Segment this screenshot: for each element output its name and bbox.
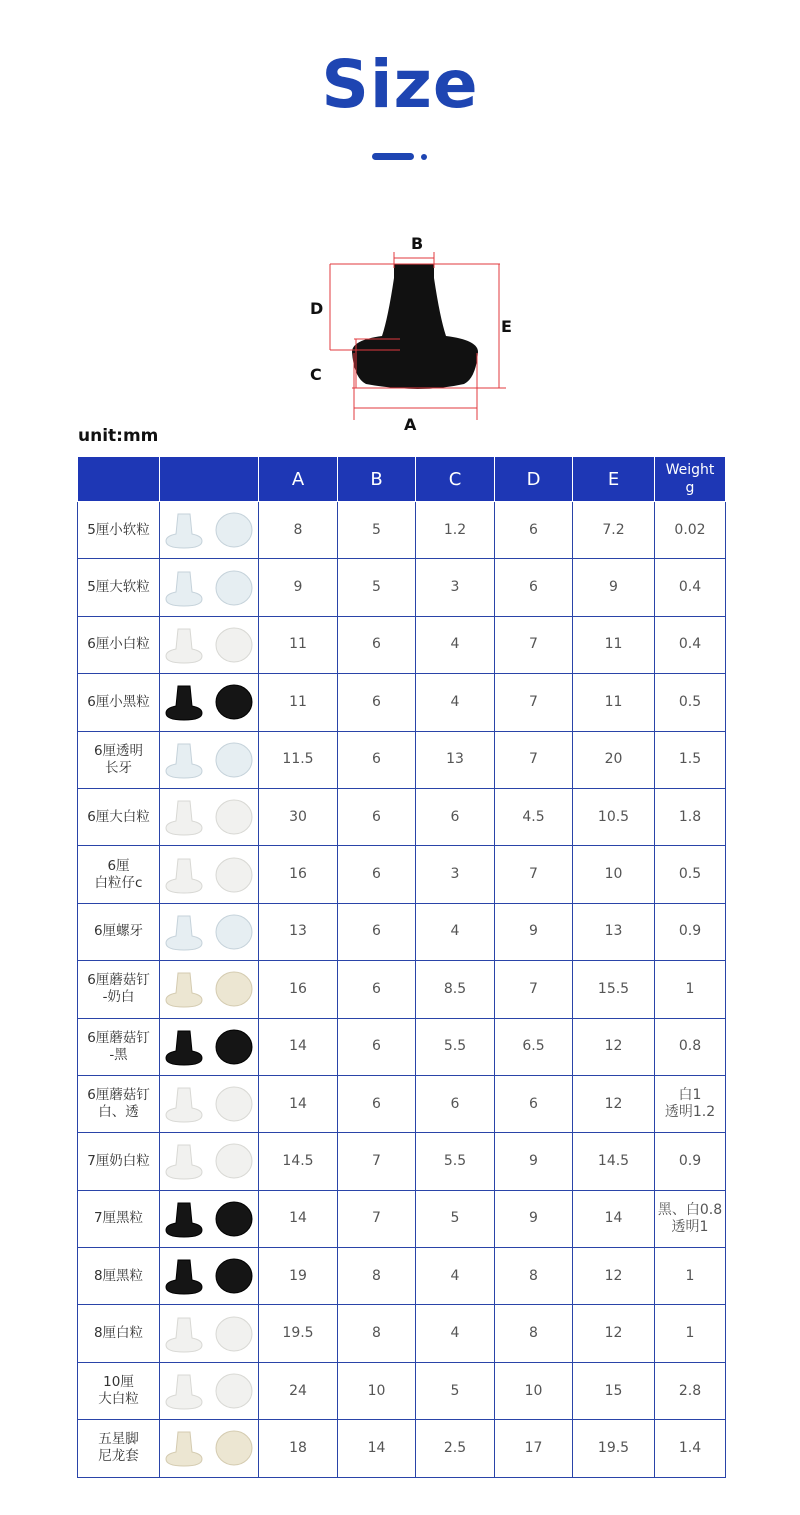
- table-row: [78, 1362, 726, 1419]
- weight-line: 0.9: [678, 923, 702, 940]
- dimension-e-cell: 12: [573, 1075, 655, 1132]
- product-name-line: 6厘蘑菇钉: [87, 1029, 150, 1046]
- product-name-line: 5厘大软粒: [87, 579, 150, 596]
- dimension-d-cell: 9: [495, 1133, 573, 1190]
- weight-cell: [655, 1305, 726, 1362]
- dimension-d-cell: 6.5: [495, 1018, 573, 1075]
- product-thumbnails: [160, 738, 258, 782]
- dimension-c-cell: 4: [416, 903, 495, 960]
- dimension-a-cell: 14: [259, 1075, 338, 1132]
- product-image-cell: [160, 502, 259, 559]
- header-a: A: [259, 457, 338, 502]
- product-name-line: 8厘黑粒: [93, 1267, 144, 1284]
- dimension-b-cell: 6: [338, 616, 416, 673]
- product-thumbnails: [160, 1025, 258, 1069]
- dimension-b-cell: 6: [338, 903, 416, 960]
- product-top-icon: [212, 1369, 256, 1413]
- dimension-e-cell: 13: [573, 903, 655, 960]
- weight-line: 0.4: [678, 636, 702, 653]
- table-header-row: [78, 457, 726, 502]
- dimension-b-cell: 8: [338, 1305, 416, 1362]
- product-side-icon: [162, 566, 206, 610]
- dimension-b-cell: 5: [338, 502, 416, 559]
- product-top-icon: [212, 566, 256, 610]
- product-top-icon: [212, 1312, 256, 1356]
- weight-line: 1.4: [678, 1439, 702, 1456]
- product-top-icon: [212, 1139, 256, 1183]
- product-name-line: 白、透: [98, 1104, 139, 1121]
- product-image-cell: [160, 1133, 259, 1190]
- product-side-icon: [162, 1197, 206, 1241]
- product-top-icon: [212, 967, 256, 1011]
- product-thumbnails: [160, 1369, 258, 1413]
- product-image-cell: [160, 559, 259, 616]
- dimension-c-cell: 6: [416, 1075, 495, 1132]
- dimension-c-cell: 4: [416, 674, 495, 731]
- product-image-cell: [160, 1248, 259, 1305]
- product-name-cell: [78, 1190, 160, 1247]
- dimension-e-cell: 12: [573, 1305, 655, 1362]
- product-name-line: 6厘透明: [93, 742, 144, 759]
- table-body: [78, 502, 726, 1478]
- dimension-e-cell: 11: [573, 674, 655, 731]
- dimension-b-cell: 6: [338, 846, 416, 903]
- dimension-b-cell: 6: [338, 731, 416, 788]
- product-name-line: 6厘螺牙: [93, 923, 144, 940]
- unit-label: unit:mm: [78, 426, 159, 446]
- table-row: [78, 1190, 726, 1247]
- product-thumbnails: [160, 508, 258, 552]
- title-underline-dot: [421, 154, 427, 160]
- product-image-cell: [160, 903, 259, 960]
- product-name-line: -黑: [109, 1046, 128, 1063]
- dimension-a-cell: 24: [259, 1362, 338, 1419]
- product-name-line: -奶白: [102, 989, 135, 1006]
- weight-cell: [655, 731, 726, 788]
- product-image-cell: [160, 1190, 259, 1247]
- dimension-e-cell: 7.2: [573, 502, 655, 559]
- product-name-line: 5厘小软粒: [87, 521, 150, 538]
- weight-line: 0.4: [678, 579, 702, 596]
- product-name-cell: [78, 1248, 160, 1305]
- product-top-icon: [212, 680, 256, 724]
- dimension-label-d: D: [310, 299, 324, 318]
- header-e: E: [573, 457, 655, 502]
- table-row: [78, 674, 726, 731]
- product-name-line: 10厘: [103, 1374, 134, 1391]
- product-top-icon: [212, 1426, 256, 1470]
- weight-line: 1: [685, 1267, 695, 1284]
- weight-line: 1.8: [678, 808, 702, 825]
- product-thumbnails: [160, 910, 258, 954]
- dimension-label-b: B: [411, 234, 424, 253]
- dimension-e-cell: 12: [573, 1018, 655, 1075]
- product-side-icon: [162, 910, 206, 954]
- weight-line: 黑、白0.8: [657, 1201, 723, 1218]
- weight-line: 1: [685, 980, 695, 997]
- product-image-cell: [160, 1018, 259, 1075]
- weight-cell: [655, 846, 726, 903]
- weight-cell: [655, 674, 726, 731]
- dimension-c-cell: 5.5: [416, 1018, 495, 1075]
- product-name-line: 7厘奶白粒: [87, 1152, 150, 1169]
- product-thumbnails: [160, 1426, 258, 1470]
- product-name-cell: [78, 961, 160, 1018]
- dimension-d-cell: 7: [495, 674, 573, 731]
- dimension-e-cell: 10.5: [573, 788, 655, 845]
- product-side-icon: [162, 508, 206, 552]
- product-name-line: 6厘: [107, 857, 130, 874]
- product-top-icon: [212, 623, 256, 667]
- weight-line: 0.9: [678, 1152, 702, 1169]
- dimension-c-cell: 13: [416, 731, 495, 788]
- product-name-line: 大白粒: [98, 1391, 139, 1408]
- product-name-cell: [78, 731, 160, 788]
- header-b: B: [338, 457, 416, 502]
- weight-cell: [655, 502, 726, 559]
- product-name-line: 白粒仔c: [94, 874, 143, 891]
- product-side-icon: [162, 1254, 206, 1298]
- product-side-icon: [162, 795, 206, 839]
- product-name-cell: [78, 1362, 160, 1419]
- dimension-d-cell: 6: [495, 502, 573, 559]
- product-silhouette: [352, 264, 478, 389]
- product-thumbnails: [160, 853, 258, 897]
- title-underline: [372, 153, 414, 160]
- dimension-a-cell: 30: [259, 788, 338, 845]
- dimension-b-cell: 14: [338, 1420, 416, 1477]
- table-row: [78, 502, 726, 559]
- dimension-a-cell: 19: [259, 1248, 338, 1305]
- product-thumbnails: [160, 795, 258, 839]
- product-thumbnails: [160, 967, 258, 1011]
- dimension-a-cell: 8: [259, 502, 338, 559]
- dimension-a-cell: 16: [259, 961, 338, 1018]
- dimension-c-cell: 4: [416, 1305, 495, 1362]
- table-row: [78, 1018, 726, 1075]
- dimension-c-cell: 5: [416, 1190, 495, 1247]
- product-side-icon: [162, 1312, 206, 1356]
- dimension-d-cell: 7: [495, 616, 573, 673]
- dimension-a-cell: 11: [259, 674, 338, 731]
- product-side-icon: [162, 738, 206, 782]
- weight-cell: [655, 1420, 726, 1477]
- page-title: Size: [321, 46, 479, 123]
- product-name-line: 6厘小白粒: [87, 636, 150, 653]
- product-image-cell: [160, 788, 259, 845]
- dimension-d-cell: 9: [495, 903, 573, 960]
- product-name-cell: [78, 1018, 160, 1075]
- product-top-icon: [212, 853, 256, 897]
- product-name-cell: [78, 502, 160, 559]
- product-name-cell: [78, 559, 160, 616]
- weight-cell: [655, 1133, 726, 1190]
- dimension-c-cell: 2.5: [416, 1420, 495, 1477]
- dimension-d-cell: 8: [495, 1305, 573, 1362]
- dimension-label-a: A: [404, 415, 417, 434]
- product-side-icon: [162, 623, 206, 667]
- product-name-line: 长牙: [105, 759, 132, 776]
- product-name-line: 6厘大白粒: [87, 808, 150, 825]
- product-thumbnails: [160, 1312, 258, 1356]
- weight-cell: [655, 616, 726, 673]
- table-row: [78, 788, 726, 845]
- dimension-e-cell: 9: [573, 559, 655, 616]
- dimension-e-cell: 14: [573, 1190, 655, 1247]
- product-thumbnails: [160, 566, 258, 610]
- product-top-icon: [212, 910, 256, 954]
- weight-cell: [655, 1248, 726, 1305]
- product-side-icon: [162, 680, 206, 724]
- dimension-b-cell: 5: [338, 559, 416, 616]
- product-thumbnails: [160, 1197, 258, 1241]
- dimension-e-cell: 15: [573, 1362, 655, 1419]
- product-name-cell: [78, 788, 160, 845]
- dimension-e-cell: 11: [573, 616, 655, 673]
- dimension-a-cell: 13: [259, 903, 338, 960]
- weight-line: 透明1: [671, 1218, 709, 1235]
- dimension-d-cell: 7: [495, 961, 573, 1018]
- table-row: [78, 1075, 726, 1132]
- weight-line: 0.02: [674, 521, 706, 538]
- table-row: [78, 1305, 726, 1362]
- dimension-a-cell: 11: [259, 616, 338, 673]
- dimension-b-cell: 7: [338, 1190, 416, 1247]
- product-image-cell: [160, 1075, 259, 1132]
- product-side-icon: [162, 1139, 206, 1183]
- product-name-line: 6厘蘑菇钉: [87, 972, 150, 989]
- dimension-b-cell: 7: [338, 1133, 416, 1190]
- product-image-cell: [160, 1305, 259, 1362]
- dimension-c-cell: 3: [416, 559, 495, 616]
- product-thumbnails: [160, 1139, 258, 1183]
- product-thumbnails: [160, 623, 258, 667]
- product-side-icon: [162, 1082, 206, 1126]
- table-row: [78, 731, 726, 788]
- product-image-cell: [160, 961, 259, 1018]
- product-name-cell: [78, 903, 160, 960]
- dimension-d-cell: 17: [495, 1420, 573, 1477]
- weight-cell: [655, 1362, 726, 1419]
- product-top-icon: [212, 738, 256, 782]
- product-name-line: 五星脚: [98, 1431, 139, 1448]
- product-name-cell: [78, 846, 160, 903]
- product-image-cell: [160, 674, 259, 731]
- product-name-cell: [78, 616, 160, 673]
- product-side-icon: [162, 1369, 206, 1413]
- product-top-icon: [212, 508, 256, 552]
- weight-cell: [655, 1190, 726, 1247]
- weight-cell: [655, 903, 726, 960]
- dimension-b-cell: 6: [338, 1018, 416, 1075]
- product-name-cell: [78, 1420, 160, 1477]
- dimension-c-cell: 3: [416, 846, 495, 903]
- spec-table: [77, 456, 726, 1478]
- table-row: [78, 961, 726, 1018]
- weight-line: 1.5: [678, 751, 702, 768]
- product-top-icon: [212, 1197, 256, 1241]
- product-side-icon: [162, 853, 206, 897]
- header-d: D: [495, 457, 573, 502]
- dimension-d-cell: 4.5: [495, 788, 573, 845]
- dimension-c-cell: 6: [416, 788, 495, 845]
- weight-cell: [655, 788, 726, 845]
- product-image-cell: [160, 1362, 259, 1419]
- dimension-label-e: E: [501, 317, 512, 336]
- dimension-d-cell: 7: [495, 731, 573, 788]
- weight-line: 0.5: [678, 693, 702, 710]
- dimension-a-cell: 14.5: [259, 1133, 338, 1190]
- weight-cell: [655, 1075, 726, 1132]
- table-row: [78, 1133, 726, 1190]
- dimension-c-cell: 4: [416, 616, 495, 673]
- product-name-line: 尼龙套: [98, 1448, 139, 1465]
- product-top-icon: [212, 795, 256, 839]
- weight-line: 1: [685, 1325, 695, 1342]
- dimension-e-cell: 19.5: [573, 1420, 655, 1477]
- header-name: [78, 457, 160, 502]
- header-weight: [655, 457, 726, 502]
- dimension-b-cell: 6: [338, 788, 416, 845]
- weight-cell: [655, 1018, 726, 1075]
- product-side-icon: [162, 1426, 206, 1470]
- dimension-a-cell: 11.5: [259, 731, 338, 788]
- product-top-icon: [212, 1025, 256, 1069]
- dimension-b-cell: 6: [338, 961, 416, 1018]
- header-weight-label: Weight: [665, 462, 715, 478]
- header-weight-unit: g: [685, 480, 695, 496]
- product-name-line: 6厘蘑菇钉: [87, 1087, 150, 1104]
- dimension-a-cell: 9: [259, 559, 338, 616]
- table-row: [78, 1420, 726, 1477]
- dimension-a-cell: 18: [259, 1420, 338, 1477]
- header-c: C: [416, 457, 495, 502]
- dimension-e-cell: 14.5: [573, 1133, 655, 1190]
- product-name-line: 7厘黑粒: [93, 1210, 144, 1227]
- product-name-cell: [78, 1075, 160, 1132]
- table-row: [78, 846, 726, 903]
- dimension-a-cell: 19.5: [259, 1305, 338, 1362]
- product-side-icon: [162, 1025, 206, 1069]
- product-top-icon: [212, 1082, 256, 1126]
- dimension-c-cell: 8.5: [416, 961, 495, 1018]
- dimension-b-cell: 6: [338, 1075, 416, 1132]
- product-thumbnails: [160, 680, 258, 724]
- dimension-a-cell: 14: [259, 1018, 338, 1075]
- dimension-b-cell: 8: [338, 1248, 416, 1305]
- dimension-e-cell: 10: [573, 846, 655, 903]
- product-name-cell: [78, 1133, 160, 1190]
- dimension-a-cell: 16: [259, 846, 338, 903]
- weight-cell: [655, 559, 726, 616]
- dimension-c-cell: 5: [416, 1362, 495, 1419]
- product-name-cell: [78, 674, 160, 731]
- weight-line: 透明1.2: [664, 1104, 716, 1121]
- dimension-c-cell: 1.2: [416, 502, 495, 559]
- product-image-cell: [160, 1420, 259, 1477]
- product-thumbnails: [160, 1082, 258, 1126]
- product-name-cell: [78, 1305, 160, 1362]
- dimension-e-cell: 15.5: [573, 961, 655, 1018]
- dimension-d-cell: 9: [495, 1190, 573, 1247]
- dimension-c-cell: 4: [416, 1248, 495, 1305]
- product-top-icon: [212, 1254, 256, 1298]
- dimension-b-cell: 6: [338, 674, 416, 731]
- table-row: [78, 616, 726, 673]
- dimension-e-cell: 12: [573, 1248, 655, 1305]
- dimension-d-cell: 10: [495, 1362, 573, 1419]
- dimension-label-c: C: [310, 365, 322, 384]
- product-side-icon: [162, 967, 206, 1011]
- dimension-b-cell: 10: [338, 1362, 416, 1419]
- table-row: [78, 559, 726, 616]
- dimension-d-cell: 8: [495, 1248, 573, 1305]
- dimension-diagram: [300, 228, 530, 438]
- dimension-a-cell: 14: [259, 1190, 338, 1247]
- table-row: [78, 1248, 726, 1305]
- product-thumbnails: [160, 1254, 258, 1298]
- product-image-cell: [160, 731, 259, 788]
- weight-line: 0.5: [678, 866, 702, 883]
- dimension-c-cell: 5.5: [416, 1133, 495, 1190]
- product-name-line: 6厘小黑粒: [87, 693, 150, 710]
- dimension-d-cell: 6: [495, 559, 573, 616]
- product-name-line: 8厘白粒: [93, 1325, 144, 1342]
- dimension-d-cell: 6: [495, 1075, 573, 1132]
- weight-cell: [655, 961, 726, 1018]
- weight-line: 0.8: [678, 1038, 702, 1055]
- dimension-d-cell: 7: [495, 846, 573, 903]
- dimension-e-cell: 20: [573, 731, 655, 788]
- table-row: [78, 903, 726, 960]
- product-image-cell: [160, 616, 259, 673]
- product-image-cell: [160, 846, 259, 903]
- weight-line: 2.8: [678, 1382, 702, 1399]
- header-image: [160, 457, 259, 502]
- weight-line: 白1: [678, 1087, 702, 1104]
